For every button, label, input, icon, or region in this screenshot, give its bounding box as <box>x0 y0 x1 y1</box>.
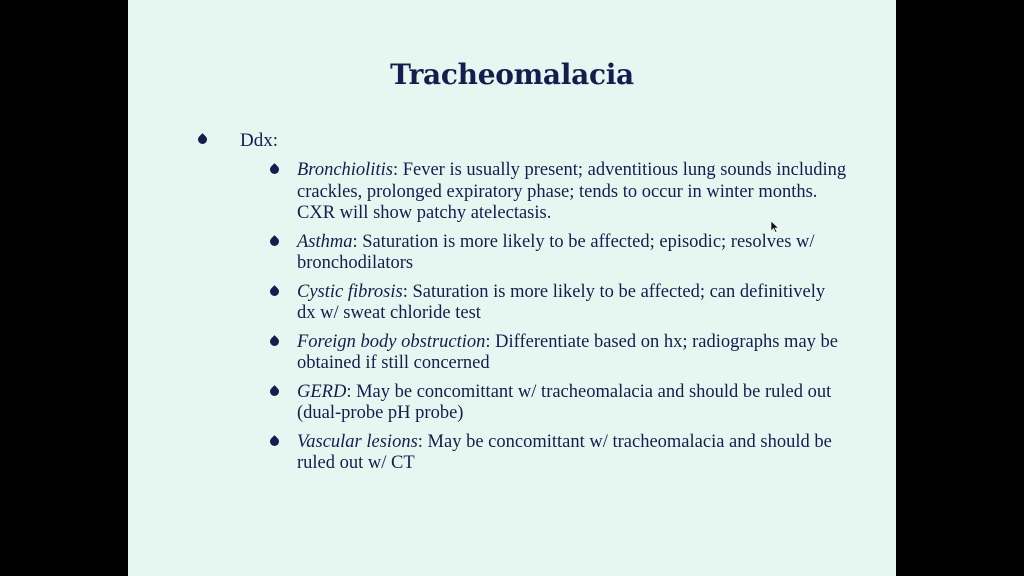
teardrop-bullet-icon <box>270 387 279 396</box>
mouse-pointer-icon <box>771 221 779 233</box>
teardrop-bullet-icon <box>270 337 279 346</box>
teardrop-bullet-icon <box>270 237 279 246</box>
bullet-level1 <box>198 128 848 475</box>
differential-text: : Fever is usually present; adventitious lung sounds including crackles, prolonged expiratory phase; tends to occur in winter months. CXR will show patchy atelectasis. <box>297 160 847 223</box>
slide-title: Tracheomalacia <box>390 58 634 91</box>
bullet-level1-label: Ddx: <box>240 130 278 151</box>
differential-list <box>240 160 848 475</box>
differential-item <box>240 282 848 325</box>
differential-text: : Differentiate based on hx; radiographs may be obtained if still concerned <box>297 331 838 373</box>
differential-item <box>240 432 848 475</box>
differential-item <box>240 232 848 275</box>
differential-term: GERD <box>297 381 347 402</box>
differential-item <box>240 382 848 425</box>
differential-item <box>240 332 848 375</box>
slide-body <box>198 128 848 494</box>
slide <box>128 0 896 576</box>
differential-term: Asthma <box>297 231 353 252</box>
differential-text: : May be concomittant w/ tracheomalacia and should be ruled out (dual-probe pH probe) <box>297 381 832 423</box>
differential-term: Foreign body obstruction <box>297 331 486 352</box>
teardrop-bullet-icon <box>198 135 207 144</box>
differential-text: : May be concomittant w/ tracheomalacia and should be ruled out w/ CT <box>297 431 832 473</box>
teardrop-bullet-icon <box>270 437 279 446</box>
differential-text: : Saturation is more likely to be affected; can definitively dx w/ sweat chloride test <box>297 281 826 323</box>
teardrop-bullet-icon <box>270 165 279 174</box>
differential-term: Bronchiolitis <box>297 160 393 180</box>
differential-item <box>240 160 848 225</box>
differential-term: Cystic fibrosis <box>297 281 403 302</box>
differential-text: : Saturation is more likely to be affected; episodic; resolves w/ bronchodilators <box>297 231 815 273</box>
teardrop-bullet-icon <box>270 287 279 296</box>
differential-term: Vascular lesions <box>297 431 418 452</box>
